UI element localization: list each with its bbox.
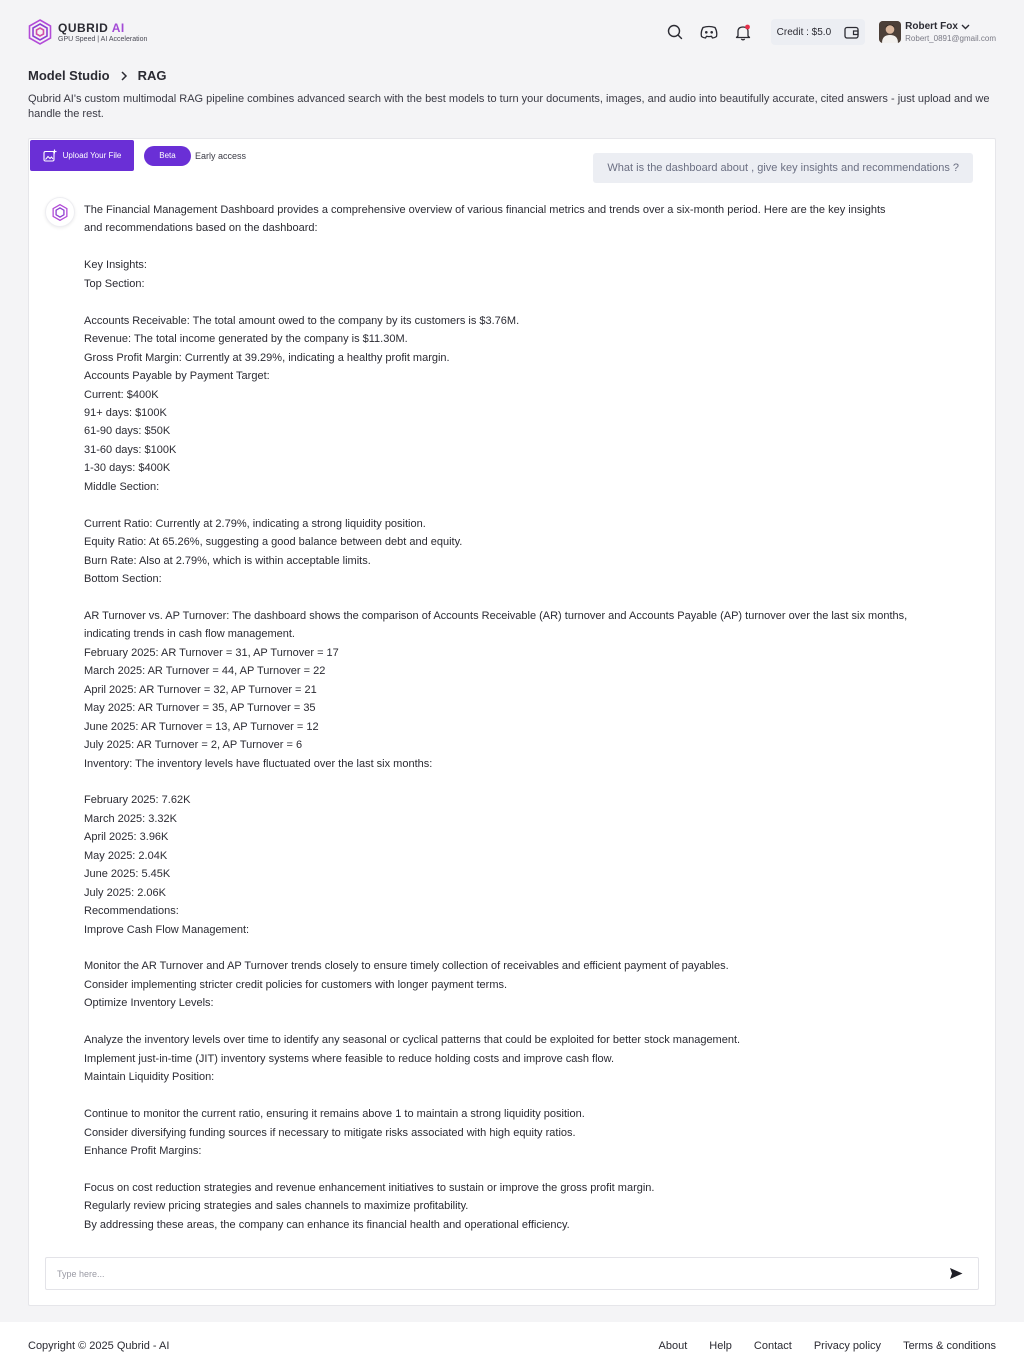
answer-line: Continue to monitor the current ratio, ensuring it remains above 1 to maintain a strong liquidity position. [84,1108,585,1121]
answer-line: March 2025: AR Turnover = 44, AP Turnover = 22 [84,665,326,678]
answer-line: Maintain Liquidity Position: [84,1071,215,1084]
answer-line: Optimize Inventory Levels: [84,997,214,1010]
answer-line [84,1087,974,1105]
send-icon[interactable] [948,1266,964,1282]
answer-line: indicating trends in cash flow management. [84,628,295,641]
breadcrumb-model-studio[interactable]: Model Studio [28,68,110,83]
answer-line [84,1013,974,1031]
panel-toolbar [30,140,246,171]
answer-line: Enhance Profit Margins: [84,1144,202,1157]
top-header [0,0,1024,64]
credit-balance[interactable] [771,19,865,45]
qubrid-logo-icon [28,19,52,45]
early-access-label: Early access [195,150,247,161]
answer-line: Focus on cost reduction strategies and revenue enhancement initiatives to sustain or improve the gross profit margin. [84,1181,655,1194]
answer-line: Accounts Receivable: The total amount owed to the company by its customers is $3.76M. [84,314,520,327]
answer-line [84,293,974,311]
answer-line: Inventory: The inventory levels have fluctuated over the last six months: [84,757,433,770]
answer-line: Implement just-in-time (JIT) inventory systems where feasible to reduce holding costs and improve cash flow. [84,1052,615,1065]
answer-line: July 2025: AR Turnover = 2, AP Turnover = 6 [84,739,303,752]
user-name-text: Robert Fox [905,21,958,32]
answer-line: Key Insights: [84,259,147,272]
answer-line: Middle Section: [84,480,160,493]
upload-file-button[interactable] [30,140,134,171]
answer-line: By addressing these areas, the company can enhance its financial health and operational efficiency. [84,1218,570,1231]
breadcrumb-rag: RAG [137,68,167,83]
answer-line: February 2025: AR Turnover = 31, AP Turnover = 17 [84,646,339,659]
footer [0,1322,1024,1370]
user-name [905,21,996,32]
answer-line: Current: $400K [84,388,159,401]
answer-line: Consider diversifying funding sources if necessary to mitigate risks associated with high equity ratios. [84,1126,576,1139]
answer-line: The Financial Management Dashboard provides a comprehensive overview of various financial metrics and trends over a six-month period. Here are the key insights [84,204,886,216]
answer-line [84,496,974,514]
footer-link-terms[interactable]: Terms & conditions [903,1340,996,1352]
answer-line: Equity Ratio: At 65.26%, suggesting a good balance between debt and equity. [84,536,463,549]
beta-badge: Beta [144,146,191,166]
chat-input-bar [45,1257,979,1290]
answer-line [84,238,974,256]
answer-line: Consider implementing stricter credit policies for customers with longer payment terms. [84,978,508,991]
footer-link-about[interactable]: About [658,1340,688,1352]
chevron-right-icon [118,70,130,82]
answer-line: April 2025: 3.96K [84,831,169,844]
brand-name [58,21,147,35]
avatar [879,21,901,43]
answer-line: 31-60 days: $100K [84,443,177,456]
answer-line: and recommendations based on the dashboard: [84,222,318,235]
bell-icon[interactable] [733,22,753,42]
answer-line: May 2025: 2.04K [84,849,168,862]
answer-line: 61-90 days: $50K [84,425,171,438]
answer-line: 91+ days: $100K [84,406,167,419]
footer-link-privacy[interactable]: Privacy policy [813,1340,882,1352]
answer-line: Improve Cash Flow Management: [84,923,250,936]
user-menu[interactable] [879,21,996,43]
image-upload-icon [43,149,57,162]
chat-input[interactable] [57,1269,917,1279]
search-icon[interactable] [665,22,685,42]
answer-line [84,588,974,606]
user-email: Robert_0891@gmail.com [905,34,996,43]
answer-line [84,773,974,791]
wallet-icon[interactable] [843,24,859,40]
answer-line: Top Section: [84,277,145,290]
assistant-answer [84,201,974,1234]
rag-chat-panel [28,138,996,1306]
answer-line: Accounts Payable by Payment Target: [84,370,270,383]
footer-link-contact[interactable]: Contact [753,1340,792,1352]
answer-line: July 2025: 2.06K [84,886,166,899]
assistant-avatar [45,197,75,227]
footer-links [659,1340,996,1352]
answer-line: Recommendations: [84,905,179,918]
discord-icon[interactable] [699,22,719,42]
qubrid-bot-icon [52,204,68,221]
answer-line: Gross Profit Margin: Currently at 39.29%, indicating a healthy profit margin. [84,351,450,364]
chevron-down-icon[interactable] [961,24,970,30]
brand-logo-link[interactable] [28,19,147,45]
answer-line: February 2025: 7.62K [84,794,191,807]
answer-line: Revenue: The total income generated by the company is $11.30M. [84,333,408,346]
answer-line: June 2025: 5.45K [84,868,171,881]
upload-file-label: Upload Your File [62,151,122,160]
answer-line: March 2025: 3.32K [84,812,177,825]
answer-line [84,939,974,957]
answer-line [84,1160,974,1178]
page-description: Qubrid AI's custom multimodal RAG pipeline combines advanced search with the best models to turn your documents, images, and audio into beautifully accurate, cited answers - just upload and we handle the rest. [28,93,990,120]
answer-line: 1-30 days: $400K [84,462,171,475]
brand-name-ai: AI [111,21,125,35]
breadcrumb [28,68,167,83]
credit-label: Credit : $5.0 [776,26,832,38]
answer-line: AR Turnover vs. AP Turnover: The dashboard shows the comparison of Accounts Receivable (AR) turnover and Accounts Payable (AP) turnover over the last six months, [84,609,908,622]
answer-line: Analyze the inventory levels over time to identify any seasonal or cyclical patterns that could be exploited for better stock management. [84,1034,741,1047]
copyright-text: Copyright © 2025 Qubrid - AI [28,1340,170,1352]
answer-line: Regularly review pricing strategies and sales channels to maximize profitability. [84,1200,469,1213]
user-message-bubble: What is the dashboard about , give key insights and recommendations ? [593,153,973,183]
answer-line: May 2025: AR Turnover = 35, AP Turnover = 35 [84,702,316,715]
answer-line: Burn Rate: Also at 2.79%, which is within acceptable limits. [84,554,371,567]
answer-line: Monitor the AR Turnover and AP Turnover trends closely to ensure timely collection of receivables and efficient payment of payables. [84,960,729,973]
brand-name-main: QUBRID [58,21,109,35]
answer-line: Bottom Section: [84,573,162,586]
footer-link-help[interactable]: Help [709,1340,732,1352]
brand-tagline: GPU Speed | AI Acceleration [58,36,148,43]
answer-line: Current Ratio: Currently at 2.79%, indicating a strong liquidity position. [84,517,426,530]
header-actions [653,19,996,45]
answer-line: June 2025: AR Turnover = 13, AP Turnover = 12 [84,720,319,733]
answer-line: April 2025: AR Turnover = 32, AP Turnover = 21 [84,683,317,696]
